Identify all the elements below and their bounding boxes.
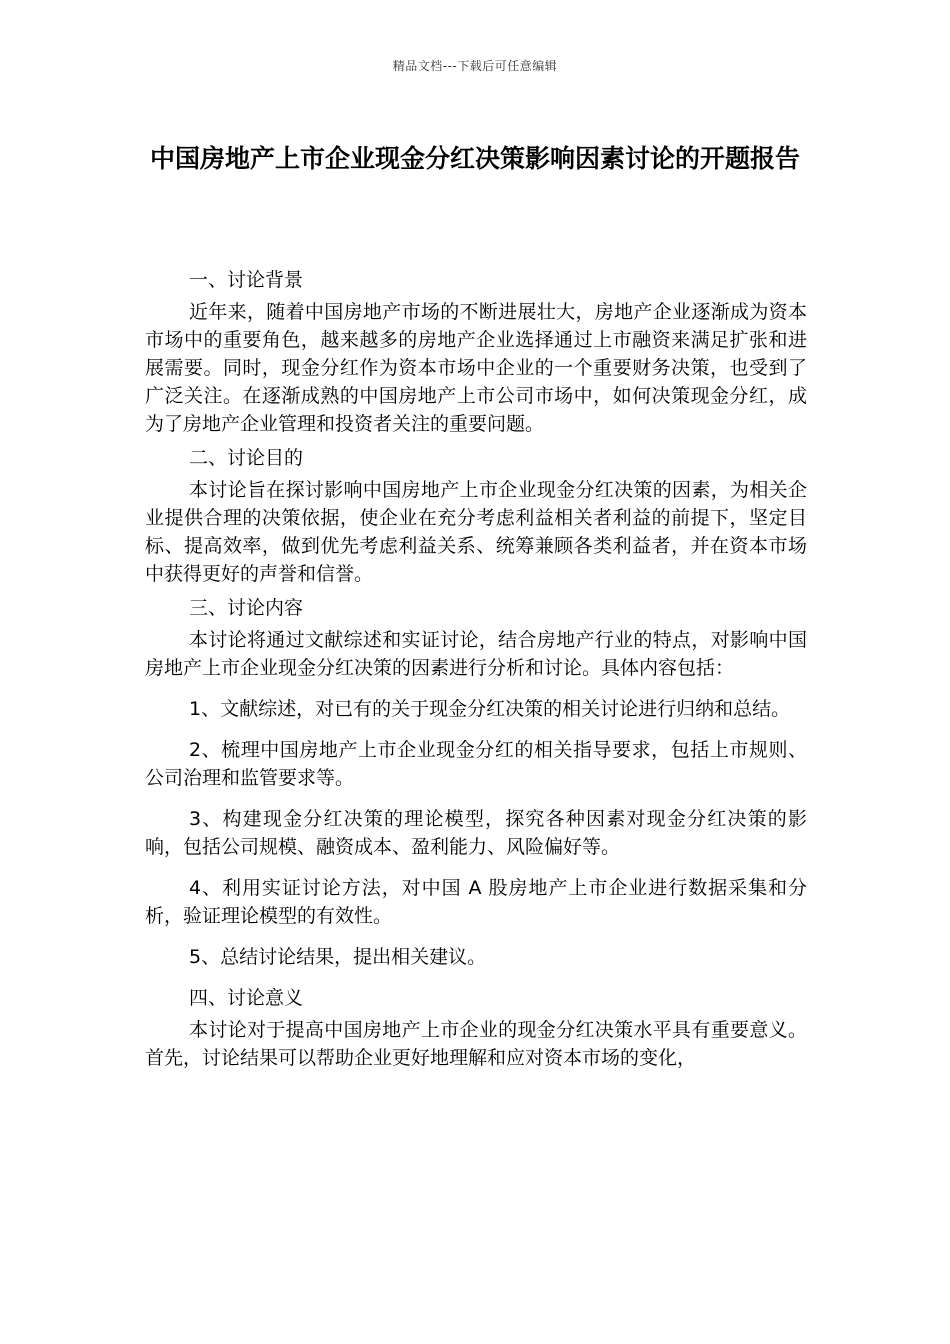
header-note: 精品文档---下载后可任意编辑 [392, 59, 558, 73]
section-heading-content: 三、讨论内容 [189, 597, 304, 619]
significance-paragraph: 本讨论对于提高中国房地产上市企业的现金分红决策水平具有重要意义。首先，讨论结果可以帮助企业更好地理解和应对资本市场的变化， [145, 1019, 807, 1069]
section-heading-significance: 四、讨论意义 [189, 987, 304, 1009]
content-item-4: 4、利用实证讨论方法，对中国 A 股房地产上市企业进行数据采集和分析，验证理论模型的有效性。 [145, 877, 807, 927]
content-intro-paragraph: 本讨论将通过文献综述和实证讨论，结合房地产行业的特点，对影响中国房地产上市企业现金分红决策的因素进行分析和讨论。具体内容包括： [145, 629, 807, 679]
content-item-1: 1、文献综述，对已有的关于现金分红决策的相关讨论进行归纳和总结。 [189, 698, 791, 720]
content-item-5: 5、总结讨论结果，提出相关建议。 [189, 946, 487, 968]
content-item-3: 3、构建现金分红决策的理论模型，探究各种因素对现金分红决策的影响，包括公司规模、融资成本、盈利能力、风险偏好等。 [145, 808, 807, 858]
purpose-paragraph: 本讨论旨在探讨影响中国房地产上市企业现金分红决策的因素，为相关企业提供合理的决策依据，使企业在充分考虑利益相关者利益的前提下，坚定目标、提高效率，做到优先考虑利益关系、统筹兼顾各类利益者，并在资本市场中获得更好的声誉和信誉。 [145, 479, 807, 585]
section-heading-background: 一、讨论背景 [189, 269, 304, 291]
document-body [145, 266, 807, 1078]
document-title: 中国房地产上市企业现金分红决策影响因素讨论的开题报告 [149, 144, 800, 173]
section-heading-purpose: 二、讨论目的 [189, 447, 304, 469]
background-paragraph: 近年来，随着中国房地产市场的不断进展壮大，房地产企业逐渐成为资本市场中的重要角色，越来越多的房地产企业选择通过上市融资来满足扩张和进展需要。同时，现金分红作为资本市场中企业的一个重要财务决策，也受到了广泛关注。在逐渐成熟的中国房地产上市公司市场中，如何决策现金分红，成为了房地产企业管理和投资者关注的重要问题。 [145, 301, 807, 435]
content-item-2: 2、梳理中国房地产上市企业现金分红的相关指导要求，包括上市规则、公司治理和监管要求等。 [145, 739, 807, 789]
